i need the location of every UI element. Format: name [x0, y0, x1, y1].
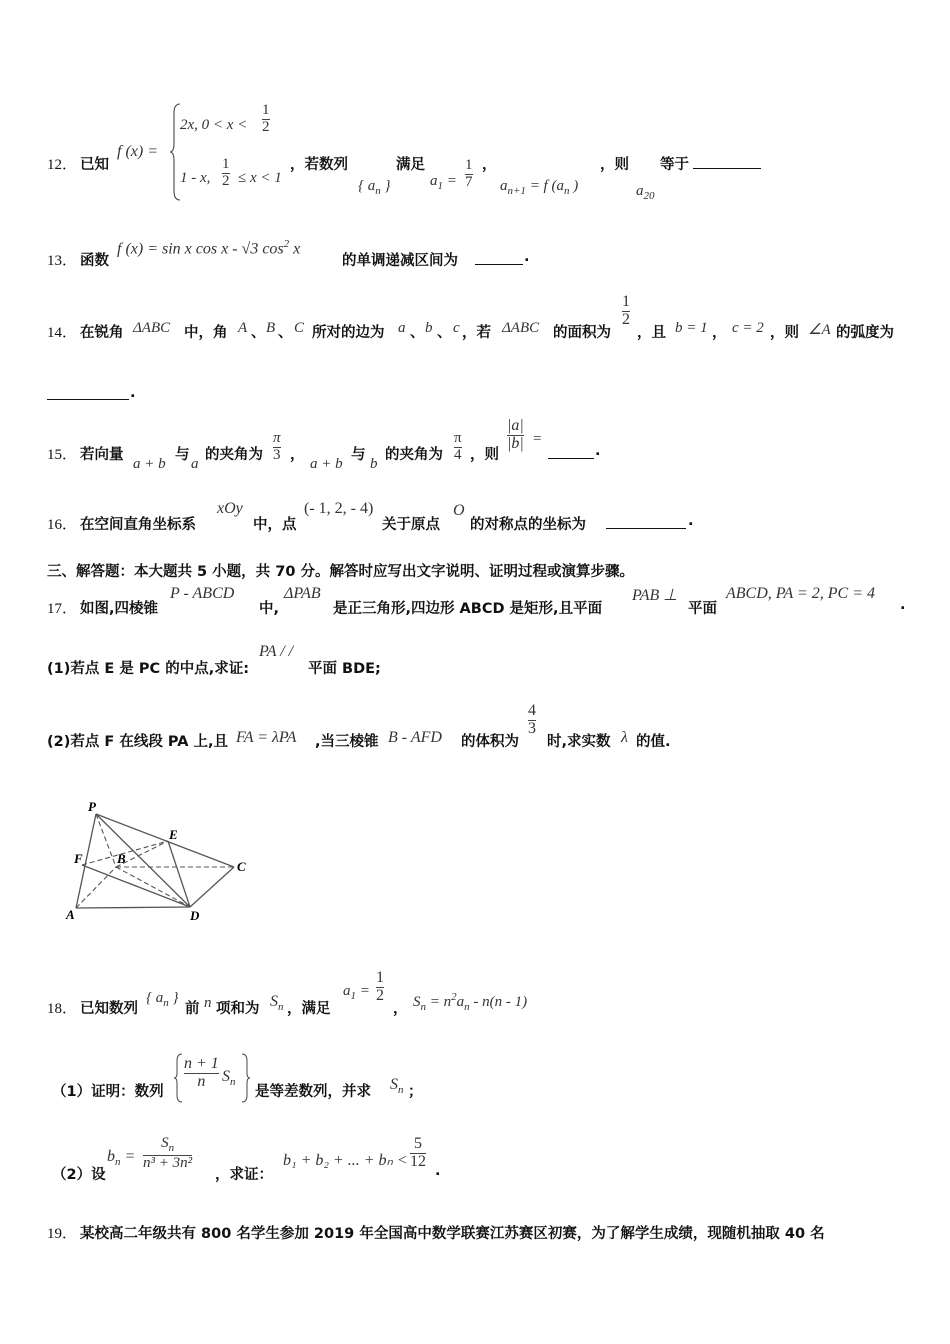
answer-blank[interactable]: [47, 398, 129, 400]
period: .: [130, 385, 136, 401]
question-text: 函数: [80, 253, 109, 269]
question-text: 中，点: [253, 517, 297, 533]
vector-expression: a + b: [310, 456, 343, 472]
edge-PB: [96, 814, 116, 867]
vertex-A: A: [238, 320, 248, 336]
question-text: 的弧度为: [836, 325, 894, 341]
triangle-symbol: ΔABC: [133, 320, 171, 336]
figure-label: A: [66, 907, 75, 922]
given-conditions: ABCD, PA = 2, PC = 4: [726, 585, 876, 602]
point-coordinates: (- 1, 2, - 4): [304, 500, 374, 517]
initial-term: $a_1$ =: [343, 983, 370, 1002]
answer-blank[interactable]: [548, 457, 594, 459]
question-text: ，则: [470, 447, 499, 463]
vector-b: b: [370, 456, 378, 472]
question-text: 已知: [80, 157, 109, 173]
separator: 、: [251, 325, 266, 341]
part-1-text: (1)若点 E 是 PC 的中点,求证:: [47, 661, 250, 677]
fraction: 1 2: [622, 293, 630, 328]
part-1-text: 是等差数列，并求: [255, 1084, 371, 1100]
question-text: 的对称点的坐标为: [470, 517, 586, 533]
triangle-symbol: ΔABC: [502, 320, 540, 336]
question-number: 14．: [47, 325, 78, 341]
sum-inequality: b₁ + b₂ + ... + bₙ <: [283, 1152, 408, 1169]
recurrence: $a_{n+1} = f$ ($a_n$ ): [500, 178, 579, 197]
question-text: 等于: [660, 157, 689, 173]
part-2-text: (2)若点 F 在线段 PA 上,且: [47, 734, 228, 750]
question-text: ，则: [770, 325, 799, 341]
question-text: 平面: [688, 601, 717, 617]
equals-sign: =: [533, 431, 542, 447]
fraction: 1 7: [465, 157, 473, 190]
fraction: 1 2: [262, 102, 270, 135]
question-text: 中,: [259, 601, 280, 617]
question-text: 在锐角: [80, 325, 124, 341]
piecewise-case-2-range: ≤ x < 1: [238, 170, 282, 186]
question-number: 15．: [47, 447, 78, 463]
lambda-symbol: λ: [621, 729, 628, 746]
vector-expression: a + b: [133, 456, 166, 472]
period: .: [595, 443, 601, 459]
period: .: [688, 513, 694, 529]
question-text: 某校高二年级共有 800 名学生参加 2019 年全国高中数学联赛江苏赛区初赛，为了解学生成绩，现随机抽取 40 名: [80, 1226, 825, 1242]
pyramid-figure: [60, 795, 260, 925]
period: .: [435, 1163, 441, 1179]
fraction: π 3: [273, 430, 281, 463]
fraction: π 4: [454, 430, 462, 463]
edge-DC: [190, 867, 234, 907]
question-text: ，且: [637, 325, 666, 341]
variable-n: n: [204, 995, 212, 1011]
function-label: f (x) =: [117, 143, 158, 160]
triangle-symbol: ΔPAB: [284, 585, 321, 602]
period: .: [524, 249, 530, 265]
partial-sum-symbol: $S_n$: [390, 1076, 404, 1097]
question-text: 如图,四棱锥: [80, 601, 159, 617]
question-number: 18．: [47, 1001, 78, 1017]
side-a: a: [398, 320, 406, 336]
question-text: 的面积为: [553, 325, 611, 341]
segment-FD: [82, 865, 190, 907]
edge-AD: [76, 907, 190, 908]
fraction: $S_n$ n³ + 3n²: [143, 1135, 193, 1171]
question-number: 16．: [47, 517, 78, 533]
question-text: 已知数列: [80, 1001, 138, 1017]
answer-blank[interactable]: [475, 263, 523, 265]
parallel-expression: PA / /: [259, 643, 294, 660]
segment-ED: [168, 841, 190, 907]
question-text: 项和为: [216, 1001, 260, 1017]
question-text: 前: [185, 1001, 200, 1017]
edge-AB: [76, 867, 116, 908]
question-text: 关于原点: [382, 517, 440, 533]
question-text: 与: [175, 447, 190, 463]
figure-label: C: [237, 859, 246, 874]
right-brace: [240, 1053, 250, 1103]
vertex-B: B: [266, 320, 276, 336]
answer-blank[interactable]: [606, 527, 686, 529]
figure-label: D: [190, 908, 200, 923]
separator: ，: [712, 325, 727, 341]
question-text: ，满足: [287, 1001, 331, 1017]
figure-label: F: [74, 851, 83, 866]
separator: 、: [437, 325, 452, 341]
separator: ，: [290, 447, 305, 463]
period: .: [900, 597, 906, 613]
fraction: 5 12: [410, 1135, 426, 1170]
sum-relation: $S_n = n^2a_n - n(n - 1)$: [413, 991, 528, 1013]
equation: c = 2: [732, 320, 764, 336]
fraction: 1 2: [376, 969, 384, 1004]
ratio-expression: FA = λPA: [236, 729, 297, 746]
question-number: 19．: [47, 1226, 78, 1242]
question-text: 的夹角为: [205, 447, 263, 463]
question-text: ，: [482, 157, 497, 173]
question-text: 所对的边为: [312, 325, 385, 341]
side-c: c: [453, 320, 460, 336]
fraction: 1 2: [222, 156, 230, 189]
pyramid-symbol: P - ABCD: [170, 585, 235, 602]
part-2-text: （2）设: [52, 1167, 106, 1183]
figure-label: B: [117, 851, 126, 866]
sequence-symbol: { $a_n$ }: [146, 990, 179, 1009]
figure-label: E: [169, 827, 178, 842]
vector-a: a: [191, 456, 199, 472]
separator: 、: [410, 325, 425, 341]
origin-symbol: O: [453, 502, 465, 519]
question-text: 与: [351, 447, 366, 463]
part-2-text: 的体积为: [461, 734, 519, 750]
fraction: 4 3: [528, 702, 536, 737]
magnitude-ratio: |a| |b|: [507, 417, 524, 452]
question-text: ，则: [600, 157, 629, 173]
piecewise-case-1: 2x, 0 < x <: [180, 117, 248, 133]
part-2-text: 时,求实数: [547, 734, 611, 750]
part-2-text: ,当三棱锥: [315, 734, 379, 750]
question-text: 的单调递减区间为: [342, 253, 458, 269]
coordinate-system: xOy: [217, 500, 243, 517]
piecewise-case-2: 1 - x,: [180, 170, 211, 186]
figure-label: P: [88, 799, 96, 814]
initial-term: $a_1$ =: [430, 173, 457, 192]
tetrahedron-symbol: B - AFD: [388, 729, 442, 746]
partial-sum-symbol: $S_n$: [270, 993, 284, 1014]
part-2-text: ，求证：: [215, 1167, 273, 1183]
vertex-C: C: [294, 320, 305, 336]
question-text: 若向量: [80, 447, 124, 463]
question-text: 满足: [396, 157, 425, 173]
side-b: b: [425, 320, 433, 336]
equation: b = 1: [675, 320, 708, 336]
question-text: ，若数列: [290, 157, 348, 173]
part-1-text: （1）证明：数列: [52, 1084, 164, 1100]
part-2-text: 的值.: [636, 734, 671, 750]
question-number: 12．: [47, 157, 78, 173]
sequence-symbol: { $a_n$ }: [358, 178, 391, 197]
part-1-text: ；: [408, 1084, 423, 1100]
question-number: 13．: [47, 253, 78, 269]
target-term: $a_{20}$: [636, 183, 655, 202]
left-brace: [174, 1053, 184, 1103]
question-number: 17．: [47, 601, 78, 617]
function-expression: f (x) = sin x cos x - √3 $\cos^2 x$: [117, 238, 301, 258]
plane-symbol: PAB ⊥: [632, 587, 678, 604]
question-text: 在空间直角坐标系: [80, 517, 196, 533]
term-b: $b_n$ =: [107, 1148, 136, 1169]
fraction: n + 1 n: [184, 1055, 219, 1090]
separator: ，: [393, 1001, 408, 1017]
angle-symbol: ∠A: [808, 322, 831, 338]
separator: 、: [278, 325, 293, 341]
question-text: 是正三角形,四边形 ABCD 是矩形,且平面: [333, 601, 603, 617]
question-text: 中，角: [184, 325, 228, 341]
question-text: 的夹角为: [385, 447, 443, 463]
section-heading: 三、解答题：本大题共 5 小题，共 70 分。解答时应写出文字说明、证明过程或演算步骤。: [47, 564, 634, 580]
question-text: ，若: [462, 325, 491, 341]
answer-blank[interactable]: [693, 167, 761, 169]
partial-sum-symbol: $S_n$: [222, 1068, 236, 1089]
part-1-text: 平面 BDE;: [308, 661, 381, 677]
